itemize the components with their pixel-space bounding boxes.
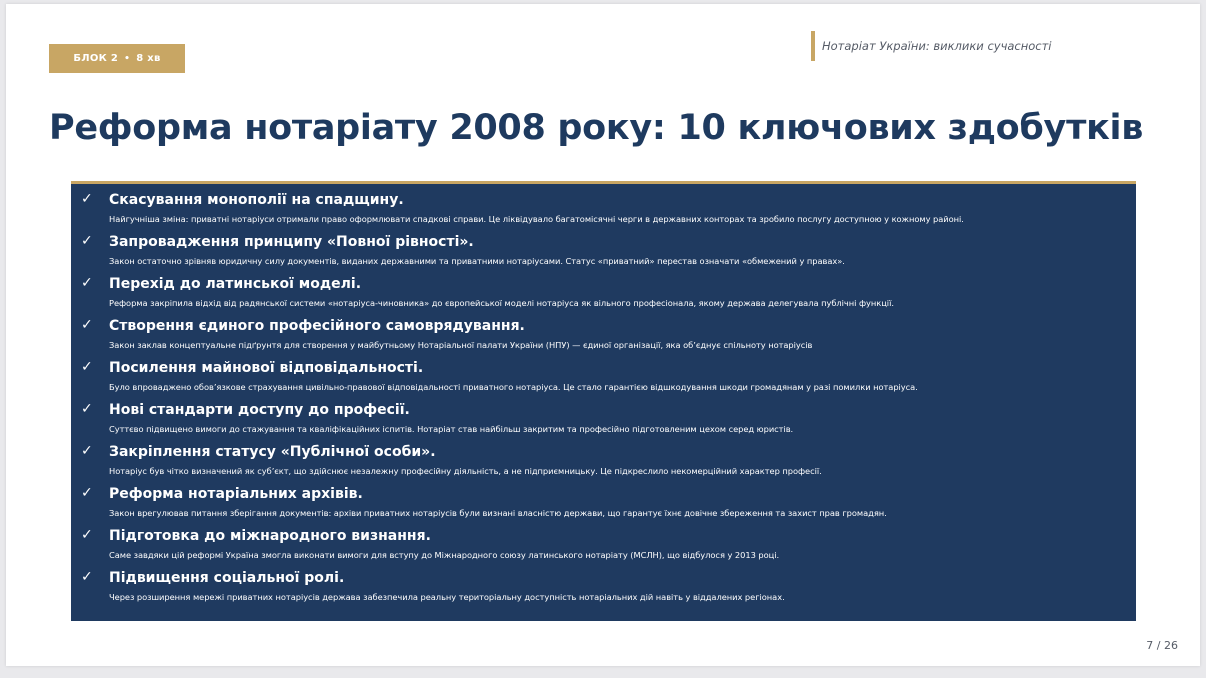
item-title: Реформа нотаріальних архівів. (109, 486, 363, 502)
item-description: Суттєво підвищено вимоги до стажування та кваліфікаційних іспитів. Нотаріат став найбільш закритим та професійно підготовленим цехом серед юристів. (109, 424, 794, 434)
item-description: Через розширення мережі приватних нотаріусів держава забезпечила реальну територіальну доступність нотаріальних дій навіть у віддалених регіонах. (109, 592, 785, 602)
header-subtitle: Нотаріат України: виклики сучасності (811, 31, 1052, 61)
slide-title: Реформа нотаріату 2008 року: 10 ключових здобутків (49, 108, 1144, 148)
item-description: Нотаріус був чітко визначений як суб’єкт, що здійснює незалежну професійну діяльність, а не підприємницьку. Це підкреслило некомерційний характер професії. (109, 466, 822, 476)
list-item (71, 313, 1136, 353)
list-item (71, 187, 1136, 227)
list-item (71, 271, 1136, 311)
item-title: Скасування монополії на спадщину. (109, 192, 404, 208)
check-icon: ✓ (81, 233, 93, 249)
list-item (71, 439, 1136, 479)
check-icon: ✓ (81, 191, 93, 207)
item-description: Реформа закріпила відхід від радянської системи «нотаріуса-чиновника» до європейської моделі нотаріуса як вільного професіонала, якому держава делегувала публічні функції. (109, 298, 894, 308)
check-icon: ✓ (81, 317, 93, 333)
item-title: Нові стандарти доступу до професії. (109, 402, 410, 418)
item-description: Найгучніша зміна: приватні нотаріуси отримали право оформлювати спадкові справи. Це ліквідувало багатомісячні черги в державних конторах та зробило послугу доступною у кожному районі. (109, 214, 964, 224)
block-badge (49, 44, 185, 73)
page-counter: 7 / 26 (1146, 639, 1178, 652)
list-item (71, 523, 1136, 563)
check-icon: ✓ (81, 569, 93, 585)
item-description: Саме завдяки цій реформі Україна змогла виконати вимоги для вступу до Міжнародного союзу латинського нотаріату (МСЛН), що відбулося у 2013 році. (109, 550, 780, 560)
item-title: Запровадження принципу «Повної рівності». (109, 234, 474, 250)
item-title: Підготовка до міжнародного визнання. (109, 528, 431, 544)
block-label: БЛОК 2 (73, 53, 119, 64)
slide (6, 4, 1200, 666)
item-title: Підвищення соціальної ролі. (109, 570, 345, 586)
achievements-panel (71, 181, 1136, 621)
list-item (71, 397, 1136, 437)
check-icon: ✓ (81, 443, 93, 459)
check-icon: ✓ (81, 485, 93, 501)
item-title: Закріплення статусу «Публічної особи». (109, 444, 436, 460)
check-icon: ✓ (81, 275, 93, 291)
check-icon: ✓ (81, 401, 93, 417)
badge-separator: • (124, 53, 131, 64)
list-item (71, 481, 1136, 521)
list-item (71, 565, 1136, 605)
item-title: Посилення майнової відповідальності. (109, 360, 424, 376)
check-icon: ✓ (81, 527, 93, 543)
list-item (71, 355, 1136, 395)
check-icon: ✓ (81, 359, 93, 375)
item-description: Закон остаточно зрівняв юридичну силу документів, виданих державними та приватними нотаріусами. Статус «приватний» перестав означати «обмежений у правах». (109, 256, 845, 266)
list-item (71, 229, 1136, 269)
item-title: Створення єдиного професійного самоврядування. (109, 318, 525, 334)
block-duration: 8 хв (136, 53, 161, 64)
item-title: Перехід до латинської моделі. (109, 276, 362, 292)
item-description: Було впроваджено обов’язкове страхування цивільно-правової відповідальності приватного нотаріуса. Це стало гарантією відшкодування шкоди громадянам у разі помилки нотаріуса. (109, 382, 918, 392)
item-description: Закон заклав концептуальне підґрунтя для створення у майбутньому Нотаріальної палати України (НПУ) — єдиної організації, яка об’єднує спільноту нотаріусів (109, 340, 813, 350)
item-description: Закон врегулював питання зберігання документів: архіви приватних нотаріусів були визнані власністю держави, що гарантує їхнє довічне збереження та захист прав громадян. (109, 508, 887, 518)
